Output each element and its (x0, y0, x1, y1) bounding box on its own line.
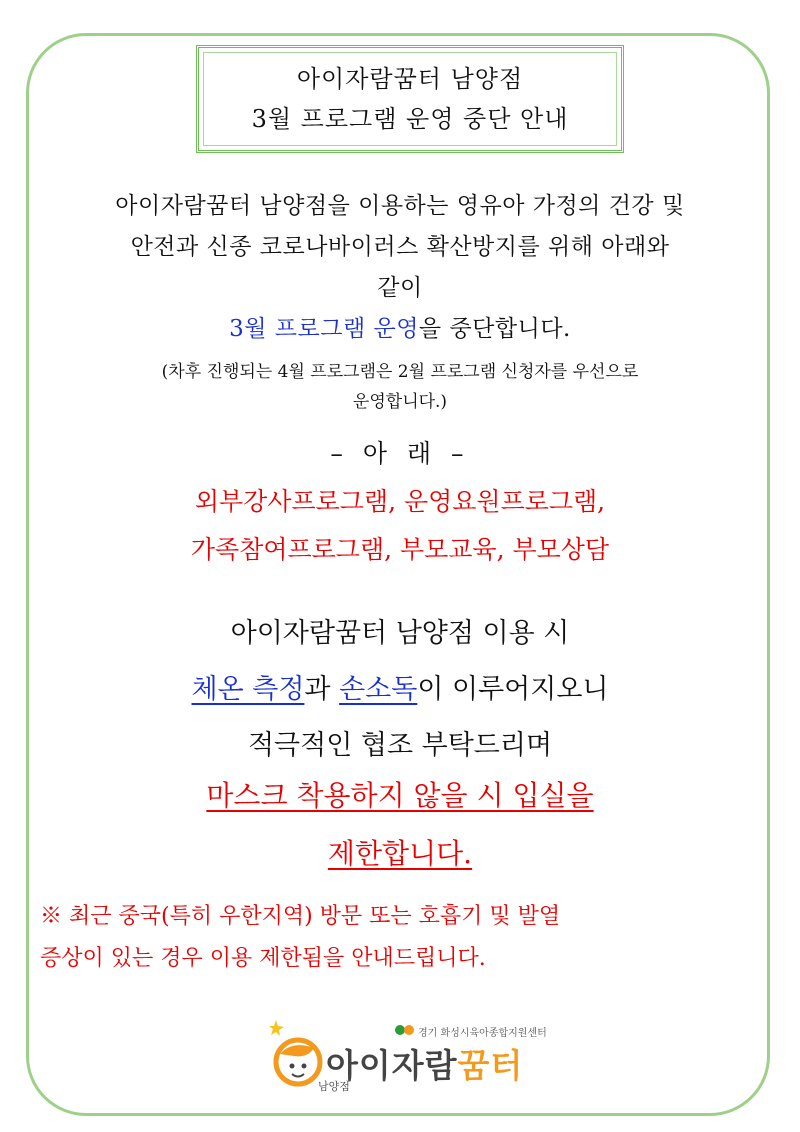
org-name: 경기 화성시육아종합지원센터 (418, 1028, 547, 1039)
logo-wordmark (326, 1040, 523, 1087)
logo-branch: 남양점 (318, 1080, 350, 1093)
warning-line-2: 증상이 있는 경우 이용 제한됨을 안내드립니다. (40, 946, 486, 971)
logo-wordmark-a: 아이자람 (326, 1046, 458, 1085)
title-inner-border (203, 52, 617, 146)
program-suspension-highlight: 3월 프로그램 운영 (229, 316, 419, 342)
program-list-line-1: 외부강사프로그램, 운영요원프로그램, (194, 487, 606, 516)
title-line-1: 아이자람꿈터 남양점 (296, 65, 524, 93)
mask-warning-text-1: 마스크 착용하지 않을 시 입실을 (206, 779, 594, 812)
usage-line-1: 아이자람꿈터 남양점 이용 시 (230, 618, 570, 649)
temperature-check-text: 체온 측정 (191, 674, 305, 705)
center-logo (268, 1018, 568, 1098)
hand-sanitize-text: 손소독 (339, 674, 418, 705)
usage-line-2-rest: 이 이루어지오니 (417, 674, 609, 705)
logo-wordmark-b: 꿈터 (457, 1046, 524, 1085)
intro-line-2: 안전과 신종 코로나바이러스 확산방지를 위해 아래와 (130, 234, 670, 260)
intro-line-3: 같이 (377, 275, 423, 301)
note-line-2: 운영합니다.) (352, 392, 448, 412)
intro-line-4 (40, 309, 760, 350)
warning-line-1: ※ 최근 중국(특히 우한지역) 방문 또는 호흡기 및 발열 (40, 904, 561, 929)
mask-warning-text-2: 제한합니다. (327, 837, 473, 870)
usage-line-2-connector: 과 (304, 674, 340, 705)
intro-line-4-rest: 을 중단합니다. (418, 316, 571, 342)
usage-line-2 (40, 662, 760, 718)
title-box (196, 45, 624, 153)
title-line-2: 3월 프로그램 운영 중단 안내 (251, 105, 569, 133)
mask-warning-line-2 (40, 824, 760, 884)
intro-line-1: 아이자람꿈터 남양점을 이용하는 영유아 가정의 건강 및 (115, 193, 685, 219)
usage-line-3: 적극적인 협조 부탁드리며 (247, 730, 553, 761)
mask-warning-line-1 (40, 766, 760, 826)
note-line-1: (차후 진행되는 4월 프로그램은 2월 프로그램 신청자를 우선으로 (161, 362, 639, 382)
below-heading: – 아 래 – (330, 439, 470, 468)
gyeonggi-org-icon (394, 1023, 416, 1037)
program-list-line-2: 가족참여프로그램, 부모교육, 부모상담 (190, 535, 610, 564)
